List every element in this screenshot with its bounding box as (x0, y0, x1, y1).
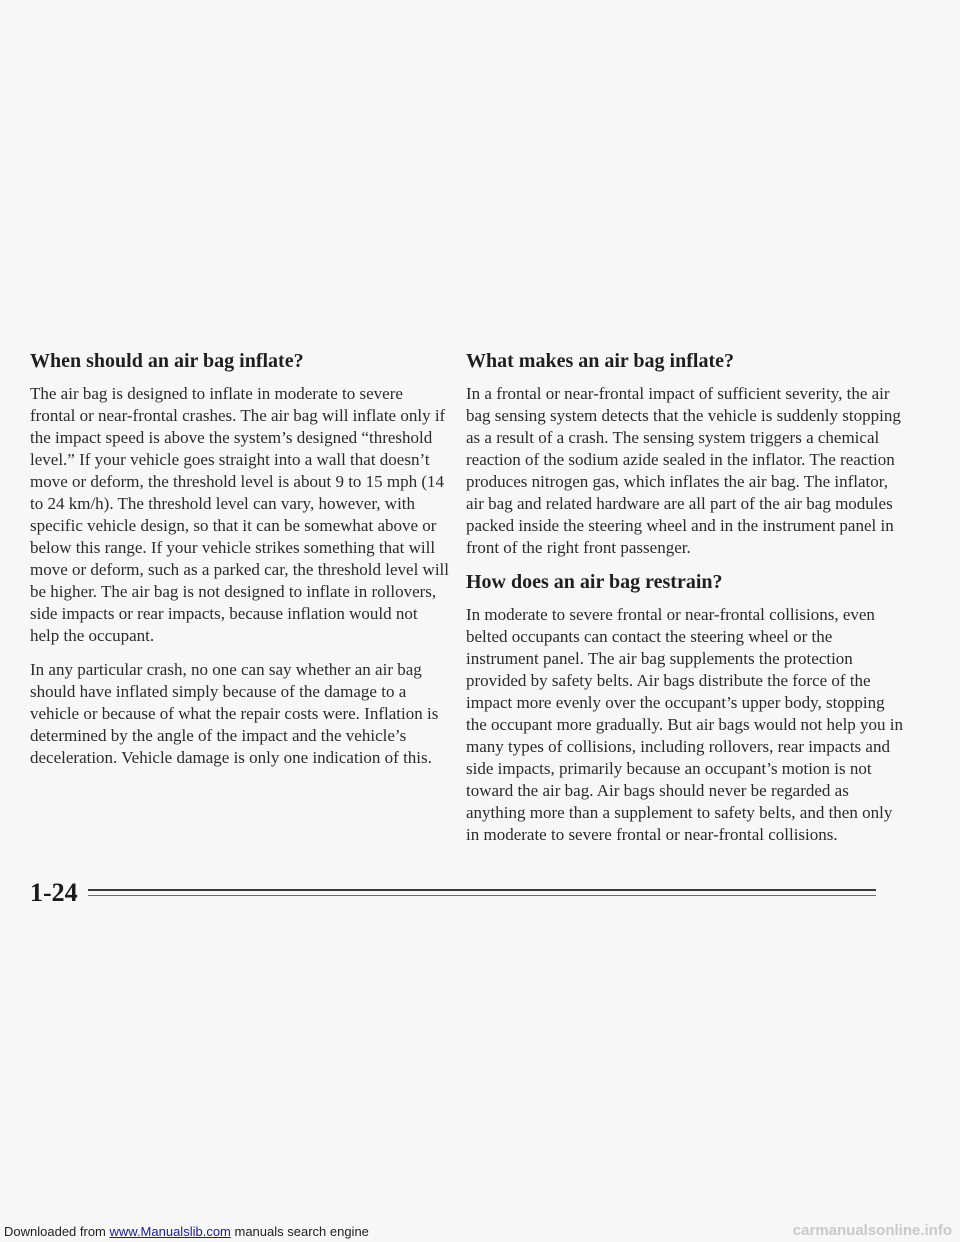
paragraph-restrain: In moderate to severe frontal or near-frontal collisions, even belted occupants can contact the steering wheel or the instrument panel. The air bag supplements the protection provided by safety belts. Air bags distribute the force of the impact more evenly over the occupant’s upper body, stopping the occupant more gradually. But air bags would not help you in many types of collisions, including rollovers, rear impacts and side impacts, primarily because an occupant’s motion is not toward the air bag. Air bags should never be regarded as anything more than a supplement to safety belts, and then only in moderate to severe frontal or near-frontal collisions. (466, 605, 904, 844)
watermark: carmanualsonline.info (792, 1222, 952, 1239)
source-suffix: manuals search engine (230, 1224, 369, 1239)
footer-rule (88, 889, 876, 891)
paragraph-damage: In any particular crash, no one can say whether an air bag should have inflated simply because of the damage to a vehicle or because of what the repair costs were. Inflation is determined by the angle of the impact and the vehicle’s deceleration. Vehicle damage is only one indication of this. (30, 660, 439, 767)
source-line (4, 1224, 369, 1239)
source-prefix: Downloaded from (4, 1224, 110, 1239)
heading-what-makes-inflate: What makes an air bag inflate? (466, 350, 734, 372)
left-column (30, 350, 450, 781)
paragraph-sensing-system: In a frontal or near-frontal impact of sufficient severity, the air bag sensing system detects that the vehicle is suddenly stopping as a result of a crash. The sensing system triggers a chemical reaction of the sodium azide sealed in the inflator. The reaction produces nitrogen gas, which inflates the air bag. The inflator, air bag and related hardware are all part of the air bag modules packed inside the steering wheel and in the instrument panel in front of the right front passenger. (466, 384, 901, 557)
paragraph-threshold: The air bag is designed to inflate in moderate to severe frontal or near-frontal crashes. The air bag will inflate only if the impact speed is above the system’s designed “threshold level.” If your vehicle goes straight into a wall that doesn’t move or deform, the threshold level is about 9 to 15 mph (14 to 24 km/h). The threshold level can vary, however, with specific vehicle design, so that it can be somewhat above or below this range. If your vehicle strikes something that will move or deform, such as a parked car, the threshold level will be higher. The air bag is not designed to inflate in rollovers, side impacts or rear impacts, because inflation would not help the occupant. (30, 384, 449, 645)
manualslib-link[interactable]: www.Manualslib.com (109, 1224, 231, 1239)
heading-how-restrain: How does an air bag restrain? (466, 571, 723, 593)
right-column (466, 350, 906, 858)
footer-rule-thin (88, 895, 876, 896)
heading-when-inflate: When should an air bag inflate? (30, 350, 304, 372)
page-number: 1-24 (30, 878, 78, 907)
page-footer (30, 878, 876, 908)
